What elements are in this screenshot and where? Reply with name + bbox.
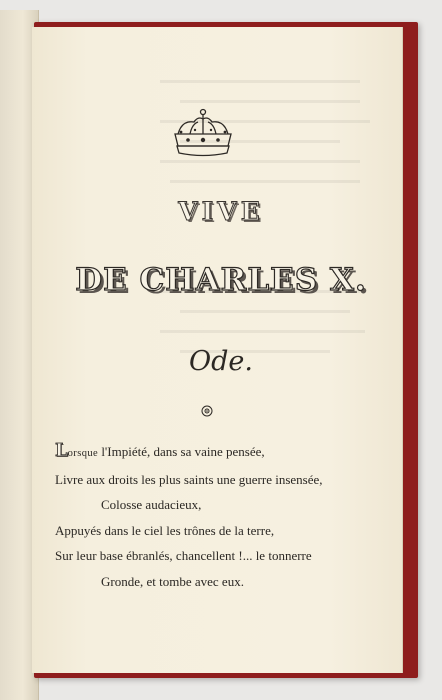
vive-heading: VIVE <box>178 197 264 226</box>
rosette-ornament-icon <box>201 405 213 417</box>
poem-line-1-text: l'Impiété, dans sa vaine pensée, <box>98 444 265 459</box>
poem-line-6: Gronde, et tombe avec eux. <box>101 573 244 589</box>
drop-cap: L <box>55 440 68 461</box>
poem-line-5: Sur leur base ébranlés, chancellent !... le tonnerre <box>55 548 312 563</box>
poem-line-2: Livre aux droits les plus saints une guerre insensée, <box>55 471 323 487</box>
ode-subtitle: Ode. <box>189 346 253 377</box>
ode-poem <box>55 438 375 594</box>
poem-line-3: Colosse audacieux, <box>101 497 202 512</box>
poem-line-1 <box>55 438 375 467</box>
poem-line-4: Appuyés dans le ciel les trônes de la terre, <box>55 522 275 538</box>
crown-icon <box>168 108 238 160</box>
small-caps-word: orsque <box>67 448 99 459</box>
page-title: DE CHARLES X. <box>75 262 367 298</box>
